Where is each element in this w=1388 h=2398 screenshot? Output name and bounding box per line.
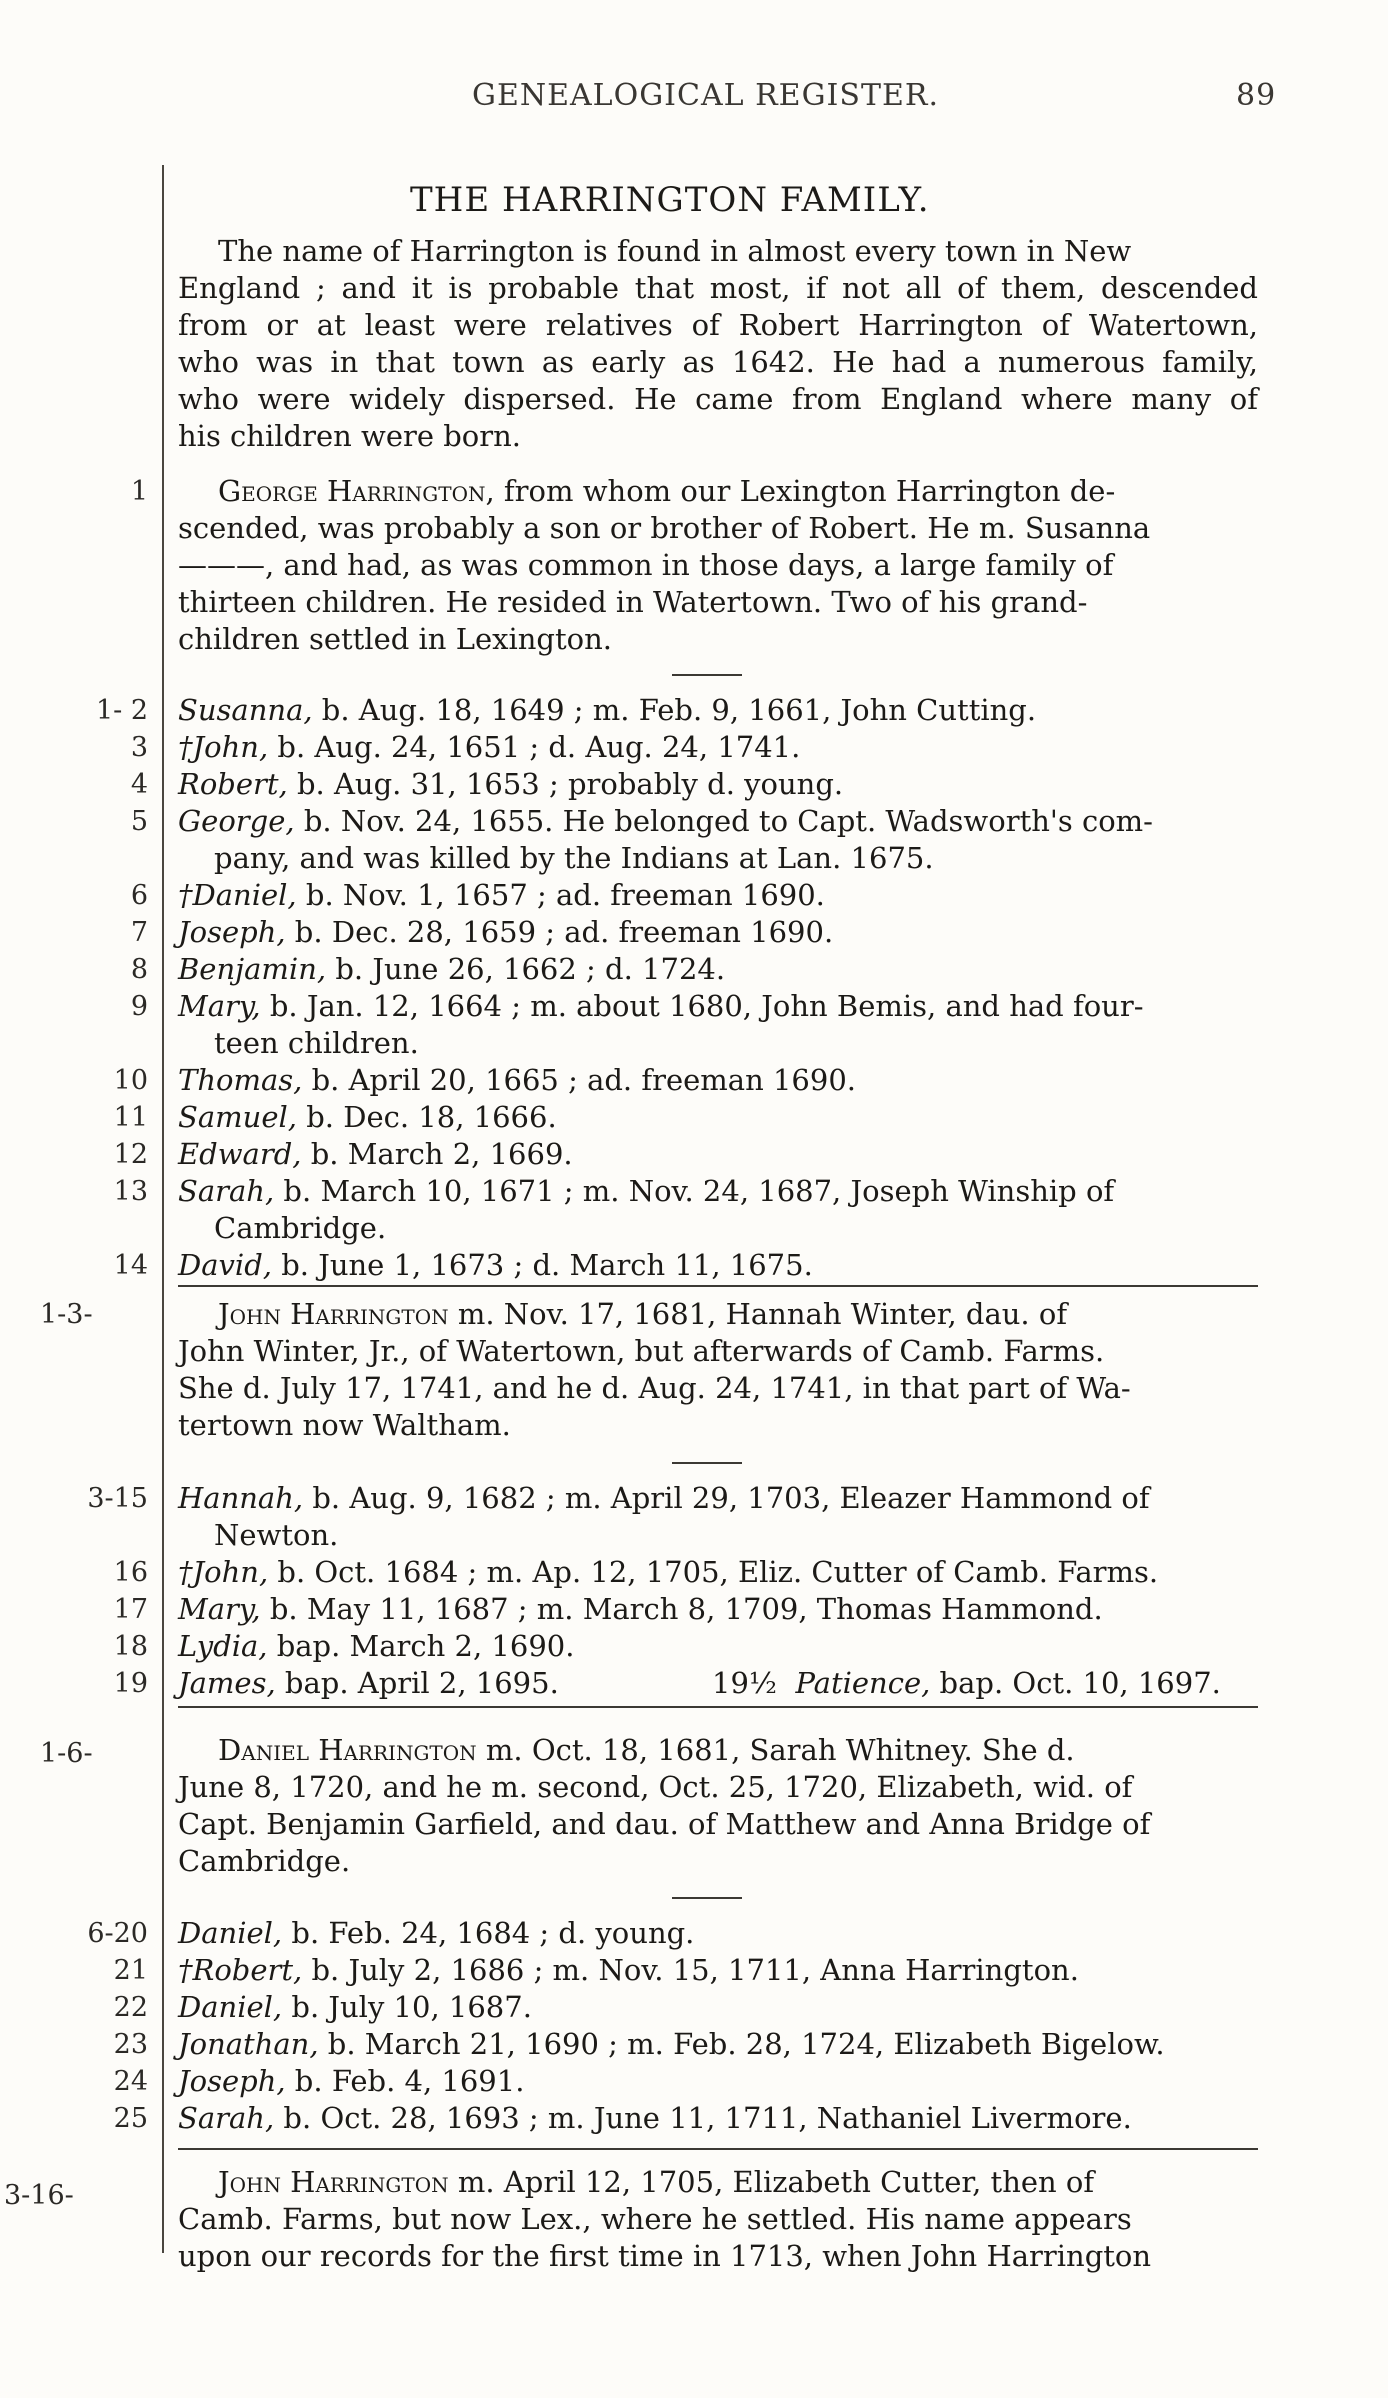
entry-number: 3-16-	[4, 2180, 74, 2211]
entry-number: 6	[130, 880, 148, 911]
child-line	[178, 1173, 1258, 1210]
child-line	[178, 803, 1258, 840]
child-line	[178, 766, 1258, 803]
child-text: b. March 10, 1671 ; m. Nov. 24, 1687, Joseph Winship of	[274, 1174, 1115, 1208]
entry-number: 7	[130, 917, 148, 948]
entry-text: m. Oct. 18, 1681, Sarah Whitney. She d.	[476, 1733, 1075, 1767]
child-text: b. Aug. 18, 1649 ; m. Feb. 9, 1661, John Cutting.	[312, 693, 1037, 727]
child-text: b. May 11, 1687 ; m. March 8, 1709, Thomas Hammond.	[260, 1592, 1103, 1626]
entry-line: Camb. Farms, but now Lex., where he settled. His name appears	[178, 2202, 1132, 2236]
section-rule	[178, 1285, 1258, 1287]
child-line	[178, 1915, 1258, 1952]
child-text: b. Dec. 18, 1666.	[297, 1100, 557, 1134]
child-line	[178, 2026, 1258, 2063]
child-line	[712, 1665, 1258, 1702]
child-name: †John,	[178, 1555, 269, 1589]
child-line	[178, 1628, 1258, 1665]
child-line	[178, 1952, 1258, 1989]
entry-number: 17	[113, 1594, 148, 1625]
entry-number: 1-3-	[40, 1299, 93, 1330]
child-text: b. March 2, 1669.	[301, 1137, 573, 1171]
entry-number: 9	[130, 991, 148, 1022]
child-text: b. April 20, 1665 ; ad. freeman 1690.	[302, 1063, 856, 1097]
child-name: Susanna,	[178, 693, 313, 727]
person-name: Daniel Harrington	[218, 1733, 477, 1767]
entry-line: Capt. Benjamin Garfield, and dau. of Matthew and Anna Bridge of	[178, 1807, 1151, 1841]
child-text: b. Aug. 24, 1651 ; d. Aug. 24, 1741.	[268, 730, 801, 764]
entry-number: 4	[130, 769, 148, 800]
entry-text: m. April 12, 1705, Elizabeth Cutter, then of	[448, 2165, 1095, 2199]
child-line	[178, 988, 1258, 1025]
entry-number: 13	[113, 1176, 148, 1207]
child-name: Sarah,	[178, 1174, 275, 1208]
section-rule	[672, 1462, 742, 1464]
child-name: David,	[178, 1248, 272, 1282]
intro-line: from or at least were relatives of Robert Harrington of Watertown,	[178, 308, 1258, 342]
entry-line: John Winter, Jr., of Watertown, but afterwards of Camb. Farms.	[178, 1334, 1105, 1368]
entry-line: scended, was probably a son or brother of Robert. He m. Susanna	[178, 511, 1151, 545]
child-text: bap. April 2, 1695.	[275, 1666, 559, 1700]
child-line	[178, 914, 1258, 951]
child-continuation: Newton.	[214, 1518, 339, 1552]
entry-number: 18	[113, 1631, 148, 1662]
entry-number: 19½	[712, 1666, 778, 1700]
child-text: b. July 2, 1686 ; m. Nov. 15, 1711, Anna Harrington.	[302, 1953, 1079, 1987]
child-line	[178, 1136, 1258, 1173]
entry-line: thirteen children. He resided in Watertown. Two of his grand-	[178, 585, 1088, 619]
intro-line: who was in that town as early as 1642. He had a numerous family,	[178, 345, 1258, 379]
child-name: Jonathan,	[178, 2027, 319, 2061]
section-rule	[672, 674, 742, 676]
child-text: b. Feb. 4, 1691.	[285, 2064, 525, 2098]
child-name: Joseph,	[178, 915, 286, 949]
child-name: Robert,	[178, 767, 288, 801]
person-name: John Harrington	[218, 1297, 449, 1331]
entry-number: 10	[113, 1065, 148, 1096]
entry-number: 25	[113, 2103, 148, 2134]
child-name: †Robert,	[178, 1953, 303, 1987]
child-text: b. Aug. 31, 1653 ; probably d. young.	[287, 767, 844, 801]
child-name: Daniel,	[178, 1990, 283, 2024]
child-text: b. Oct. 1684 ; m. Ap. 12, 1705, Eliz. Cutter of Camb. Farms.	[268, 1555, 1159, 1589]
child-name: Thomas,	[178, 1063, 303, 1097]
intro-line: The name of Harrington is found in almost every town in New	[218, 234, 1132, 268]
child-text: b. March 21, 1690 ; m. Feb. 28, 1724, Elizabeth Bigelow.	[318, 2027, 1165, 2061]
chapter-title: THE HARRINGTON FAMILY.	[410, 180, 930, 220]
entry-number: 3-15	[87, 1483, 148, 1514]
child-name: Daniel,	[178, 1916, 283, 1950]
intro-line: who were widely dispersed. He came from England where many of	[178, 382, 1258, 416]
entry-line: tertown now Waltham.	[178, 1408, 511, 1442]
entry-number: 23	[113, 2029, 148, 2060]
page-number: 89	[1236, 78, 1277, 113]
running-title: GENEALOGICAL REGISTER.	[472, 78, 939, 113]
child-text: b. Aug. 9, 1682 ; m. April 29, 1703, Eleazer Hammond of	[303, 1481, 1150, 1515]
child-text: b. July 10, 1687.	[282, 1990, 532, 2024]
entry-text: m. Nov. 17, 1681, Hannah Winter, dau. of	[448, 1297, 1068, 1331]
child-name: Samuel,	[178, 1100, 297, 1134]
child-text: b. June 26, 1662 ; d. 1724.	[326, 952, 726, 986]
entry-line: Cambridge.	[178, 1844, 351, 1878]
child-text: b. June 1, 1673 ; d. March 11, 1675.	[271, 1248, 813, 1282]
child-line	[178, 1247, 1258, 1284]
child-text: b. Dec. 28, 1659 ; ad. freeman 1690.	[285, 915, 834, 949]
entry-number: 1	[130, 476, 148, 507]
child-line	[178, 1989, 1258, 2026]
entry-line	[218, 473, 1258, 510]
entry-number: 22	[113, 1992, 148, 2023]
person-name: George Harrington,	[218, 474, 495, 508]
child-text: bap. Oct. 10, 1697.	[930, 1666, 1221, 1700]
child-name: Hannah,	[178, 1481, 304, 1515]
margin-rule	[162, 165, 164, 2253]
child-line	[178, 1062, 1258, 1099]
child-text: b. Nov. 24, 1655. He belonged to Capt. Wadsworth's com-	[294, 804, 1153, 838]
child-line	[178, 1099, 1258, 1136]
child-name: James,	[178, 1666, 276, 1700]
child-name: Patience,	[795, 1666, 931, 1700]
child-continuation: teen children.	[214, 1026, 419, 1060]
child-name: Sarah,	[178, 2101, 275, 2135]
entry-number: 3	[130, 732, 148, 763]
child-text: b. Feb. 24, 1684 ; d. young.	[282, 1916, 695, 1950]
child-name: Benjamin,	[178, 952, 327, 986]
child-name: †John,	[178, 730, 269, 764]
entry-number: 8	[130, 954, 148, 985]
child-text: b. Jan. 12, 1664 ; m. about 1680, John Bemis, and had four-	[260, 989, 1144, 1023]
child-name: George,	[178, 804, 295, 838]
child-name: †Daniel,	[178, 878, 297, 912]
child-line	[178, 729, 1258, 766]
entry-number: 19	[113, 1668, 148, 1699]
entry-number: 1- 2	[95, 695, 148, 726]
entry-line: She d. July 17, 1741, and he d. Aug. 24, 1741, in that part of Wa-	[178, 1371, 1131, 1405]
child-line	[178, 692, 1258, 729]
child-text: b. Nov. 1, 1657 ; ad. freeman 1690.	[296, 878, 825, 912]
child-name: Mary,	[178, 1592, 261, 1626]
child-name: Joseph,	[178, 2064, 286, 2098]
entry-line: June 8, 1720, and he m. second, Oct. 25, 1720, Elizabeth, wid. of	[178, 1770, 1133, 1804]
child-line	[178, 1480, 1258, 1517]
child-line	[178, 877, 1258, 914]
entry-text: from whom our Lexington Harrington de-	[494, 474, 1116, 508]
child-continuation: Cambridge.	[214, 1211, 387, 1245]
entry-number: 16	[113, 1557, 148, 1588]
entry-line: children settled in Lexington.	[178, 622, 612, 656]
entry-line: ———, and had, as was common in those days, a large family of	[178, 548, 1114, 582]
entry-number: 5	[130, 806, 148, 837]
child-text: b. Oct. 28, 1693 ; m. June 11, 1711, Nathaniel Livermore.	[274, 2101, 1132, 2135]
child-name: Lydia,	[178, 1629, 268, 1663]
child-continuation: pany, and was killed by the Indians at Lan. 1675.	[214, 841, 934, 875]
entry-number: 6-20	[87, 1918, 148, 1949]
section-rule	[672, 1897, 742, 1899]
child-line	[178, 951, 1258, 988]
entry-line	[218, 2164, 1258, 2201]
entry-number: 11	[113, 1102, 148, 1133]
intro-line: England ; and it is probable that most, if not all of them, descended	[178, 271, 1258, 305]
entry-number: 14	[113, 1250, 148, 1281]
entry-number: 12	[113, 1139, 148, 1170]
child-text: bap. March 2, 1690.	[267, 1629, 575, 1663]
section-rule	[178, 2148, 1258, 2150]
entry-number: 1-6-	[40, 1738, 93, 1769]
person-name: John Harrington	[218, 2165, 449, 2199]
entry-line: upon our records for the first time in 1713, when John Harrington	[178, 2239, 1152, 2273]
entry-number: 21	[113, 1955, 148, 1986]
child-name: Edward,	[178, 1137, 302, 1171]
section-rule	[178, 1706, 1258, 1708]
entry-line	[218, 1732, 1258, 1769]
entry-number: 24	[113, 2066, 148, 2097]
child-name: Mary,	[178, 989, 261, 1023]
child-line	[178, 2100, 1258, 2137]
child-line	[178, 1591, 1258, 1628]
entry-line	[218, 1296, 1258, 1333]
intro-line: his children were born.	[178, 419, 522, 453]
child-line	[178, 2063, 1258, 2100]
child-line	[178, 1554, 1258, 1591]
